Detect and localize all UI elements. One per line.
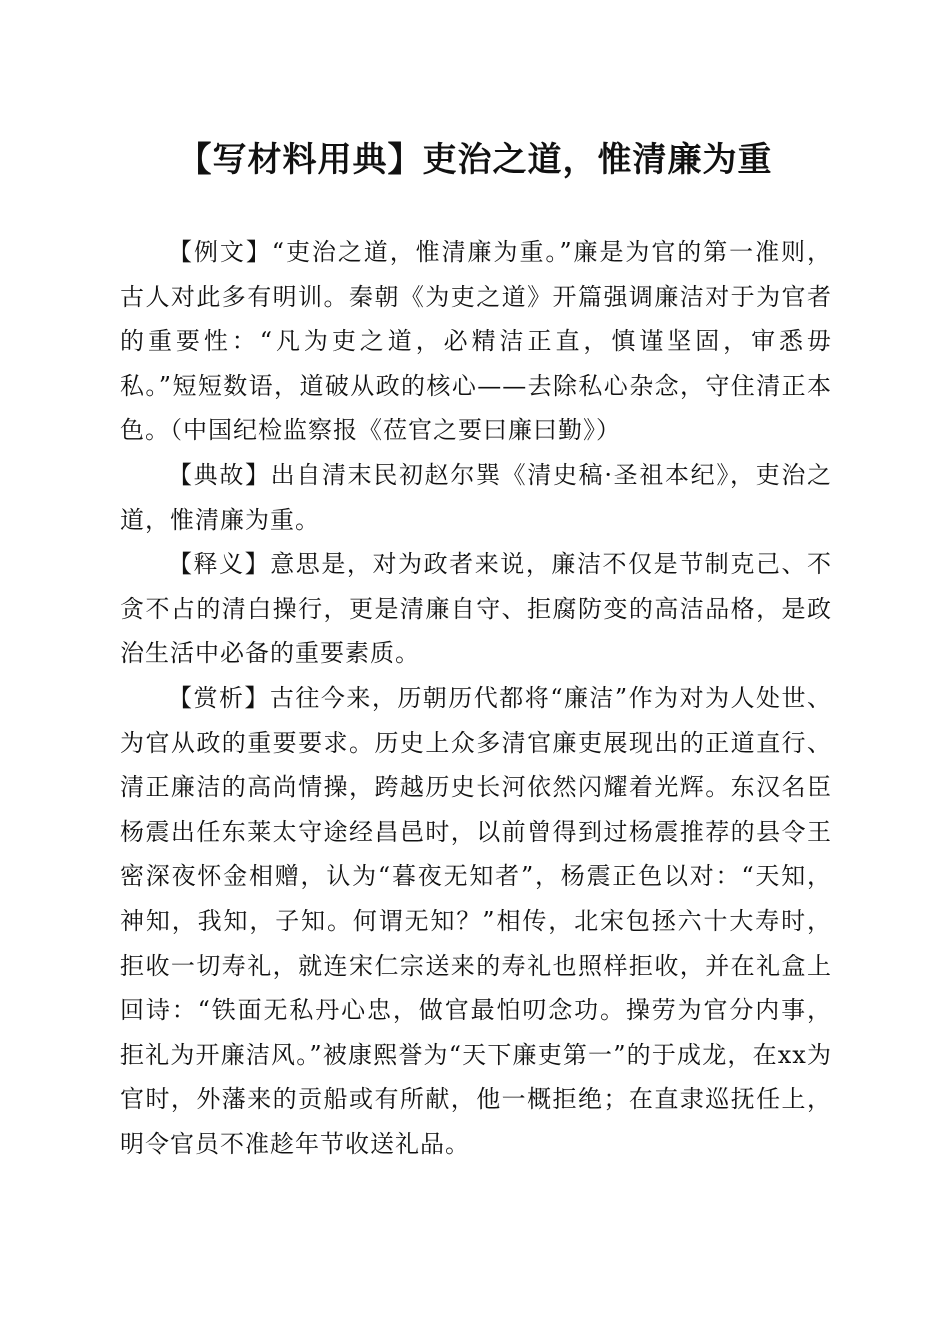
paragraph-tag: 【典故】 bbox=[168, 460, 271, 489]
paragraph-meaning bbox=[120, 542, 832, 676]
paragraph-text: 意思是，对为政者来说，廉洁不仅是节制克己、不贪不占的清白操行，更是清廉自守、拒腐防变的高洁品格，是政治生活中必备的重要素质。 bbox=[120, 550, 833, 668]
paragraph-tag: 【释义】 bbox=[168, 550, 271, 579]
document-body bbox=[120, 230, 832, 1166]
document-title: 【写材料用典】吏治之道，惟清廉为重 bbox=[177, 140, 773, 180]
paragraph-text: 古往今来，历朝历代都将“廉洁”作为对为人处世、为官从政的重要要求。历史上众多清官廉吏展现出的正道直行、清正廉洁的高尚情操，跨越历史长河依然闪耀着光辉。东汉名臣杨震出任东莱太守途经昌邑时，以前曾得到过杨震推荐的县令王密深夜怀金相赠，认为“暮夜无知者”，杨震正色以对：“天知，神知，我知，子知。何谓无知？”相传，北宋包拯六十大寿时，拒收一切寿礼，就连宋仁宗送来的寿礼也照样拒收，并在礼盒上回诗：“铁面无私丹心忠，做官最怕叨念功。操劳为官分内事，拒礼为开廉洁风。”被康熙誉为“天下廉吏第一”的于成龙，在xx为官时，外藩来的贡船或有所献，他一概拒绝；在直隶巡抚任上，明令官员不准趁年节收送礼品。 bbox=[120, 683, 832, 1158]
paragraph-allusion bbox=[120, 453, 832, 542]
paragraph-text: 出自清末民初赵尔巽《清史稿·圣祖本纪》，吏治之道，惟清廉为重。 bbox=[120, 460, 832, 534]
paragraph-tag: 【例文】 bbox=[168, 238, 272, 266]
paragraph-appreciation bbox=[120, 676, 832, 1167]
paragraph-tag: 【赏析】 bbox=[168, 683, 270, 712]
paragraph-example bbox=[120, 230, 832, 453]
paragraph-text: “吏治之道，惟清廉为重。”廉是为官的第一准则，古人对此多有明训。秦朝《为吏之道》开篇强调廉洁对于为官者的重要性：“凡为吏之道，必精洁正直，慎谨坚固，审悉毋私。”短短数语，道破从政的核心——去除私心杂念，守住清正本色。（中国纪检监察报《莅官之要曰廉曰勤》） bbox=[120, 238, 832, 445]
